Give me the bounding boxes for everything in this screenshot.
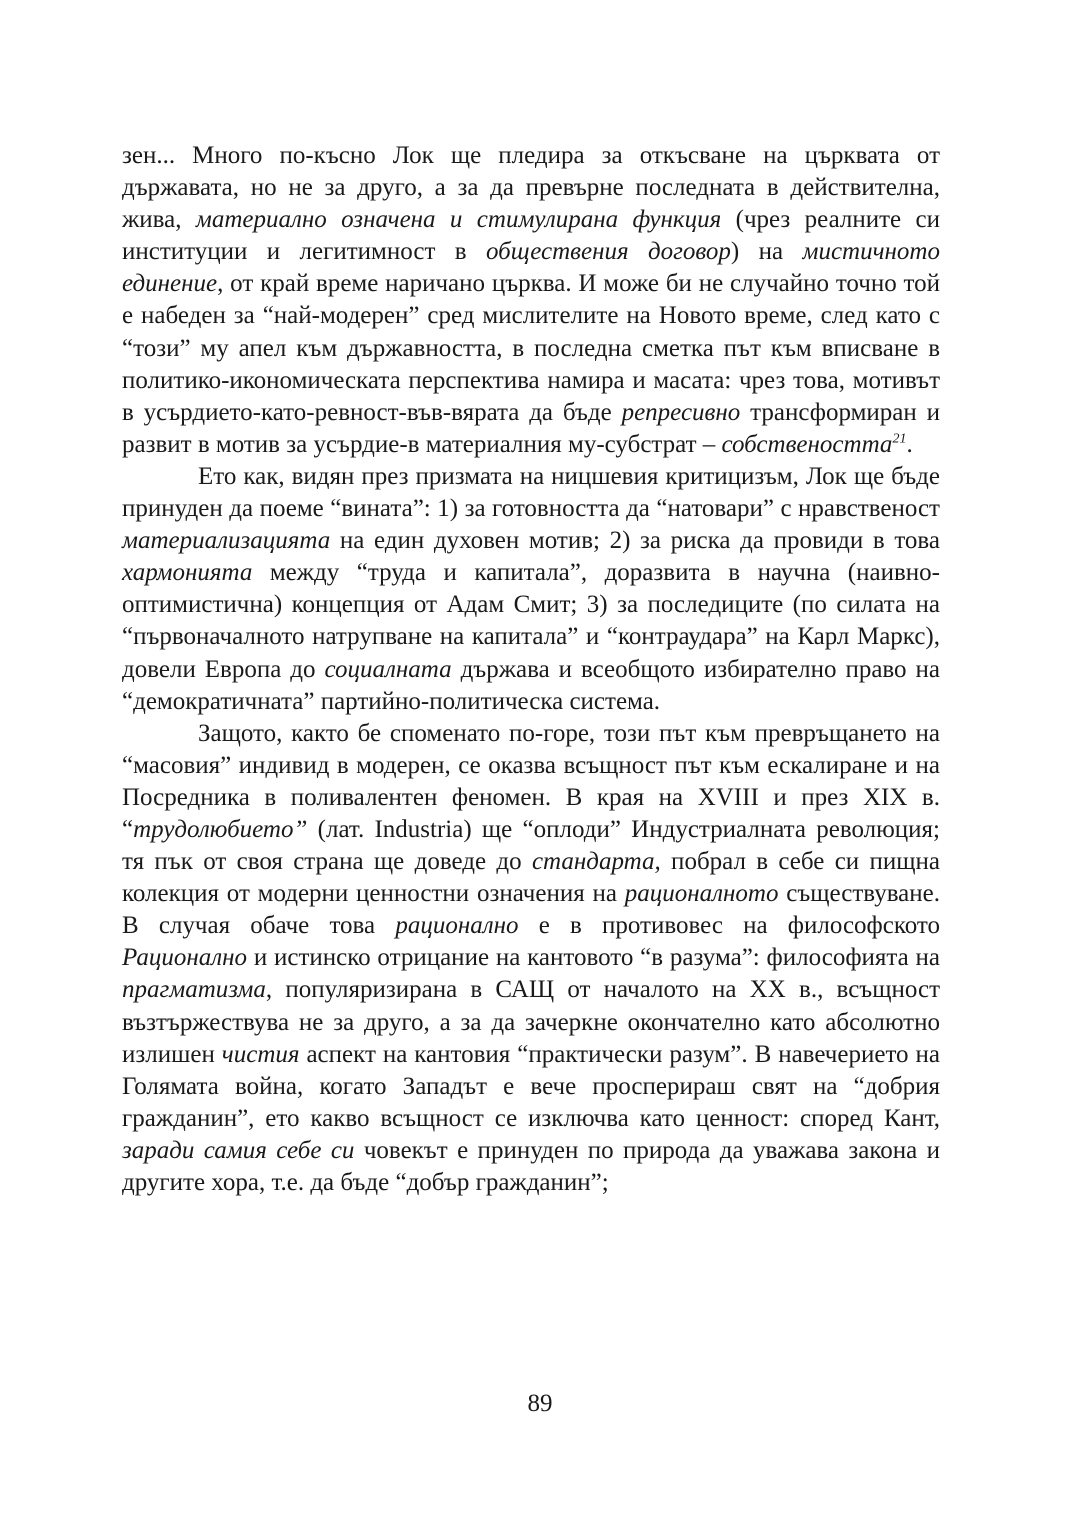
italic-run: трудолюбието” <box>133 815 308 843</box>
text-run: между “труда и капитала”, доразвита в научна (наивно-оптимистична) концепция от Адам Смит; 3) за последиците (по силата на “първоначалното натрупване на капитала” и “контраудара” на Карл Маркс), довели Европа до <box>122 559 940 683</box>
text-run: Ето как, видян през призмата на ницшевия критицизъм, Лок ще бъде принуден да поеме “вината”: 1) за готовността да “натовари” с нравственост <box>122 462 940 523</box>
text-run: съществуване. В случая обаче това <box>122 880 940 940</box>
italic-run: рационалното <box>624 880 779 908</box>
text-run: аспект на кантовия “практически разум”. В навечерието на Голямата война, когато Западът е вече просперираш свят на “добрия гражданин”, ето какво всъщност се изключва като ценност: според Кант, <box>122 1040 940 1132</box>
text-run: и истинско отрицание на кантовото “в разума”: философията на <box>247 944 940 972</box>
text-run: Защото, както бе споменато по-горе, този път към превръщането на “масовия” индивид в модерен, се оказва всъщност път към ескалиране и на Посредника в поливалентен феномен. В края на XVIII и през XIX в. “ <box>122 719 940 843</box>
footnote-ref: 21 <box>892 431 907 447</box>
italic-run: мистичното единение <box>122 238 940 298</box>
italic-run: чистия <box>221 1040 300 1068</box>
text-run: . <box>906 430 913 458</box>
text-run: побрал в себе си пищна колекция от модерни ценностни означения на <box>122 848 940 908</box>
body-text <box>122 140 940 1199</box>
italic-run: рационално <box>395 912 519 940</box>
italic-run: стандарта, <box>531 848 661 876</box>
paragraph-1 <box>122 140 940 461</box>
text-run: е в противовес на философското <box>518 912 940 940</box>
text-run: ) на <box>730 238 803 266</box>
italic-run: материализацията <box>122 527 331 555</box>
text-run: човекът е принуден по природа да уважава закона и другите хора, т.е. да бъде “добър гражданин”; <box>122 1136 940 1196</box>
text-run: трансформиран и развит в мотив за усърдие-в материалния му-субстрат – <box>122 398 940 458</box>
page-number: 89 <box>527 1390 553 1417</box>
italic-run: прагматизма <box>122 976 266 1004</box>
italic-run: социалната <box>324 655 452 683</box>
text-run: държава и всеобщото избирателно право на “демократичната” партийно-политическа система. <box>122 655 940 715</box>
italic-run: заради самия себе си <box>122 1136 355 1164</box>
text-run: , популяризирана в САЩ от началото на XX в., всъщност възтържествува не за друго, а за да зачеркне окончателно като абсолютно излишен <box>122 976 940 1068</box>
italic-run: репресивно <box>621 398 741 426</box>
italic-run: хармонията <box>122 559 253 587</box>
paragraph-2 <box>122 461 940 718</box>
italic-run: собствеността <box>721 430 893 458</box>
italic-run: обществения договор <box>485 238 731 266</box>
text-run: (лат. Industria) ще “оплоди” Индустриалната революция; тя пък от своя страна ще доведе до <box>122 815 940 876</box>
text-run: , от край време наричано църква. И може би не случайно точно той е набеден за “най-модерен” сред мислителите на Новото време, след като с “този” му апел към държавността, в последна сметка път към вписване в политико-икономическата перспектива намира и масата: чрез това, мотивът в усърдието-като-ревност-във-вярата да бъде <box>122 270 940 426</box>
text-run: зен... Много по-късно Лок ще пледира за откъсване на църквата от държавата, но не за друго, а за да превърне последната в действителна, жива, <box>122 142 940 234</box>
italic-run: материално означена и стимулирана функция <box>195 206 722 234</box>
italic-run: Рационално <box>122 944 248 972</box>
paragraph-3 <box>122 718 940 1199</box>
text-run: на един духовен мотив; 2) за риска да провиди в това <box>330 527 940 555</box>
text-run: (чрез реалните си институции и легитимност в <box>122 206 940 266</box>
